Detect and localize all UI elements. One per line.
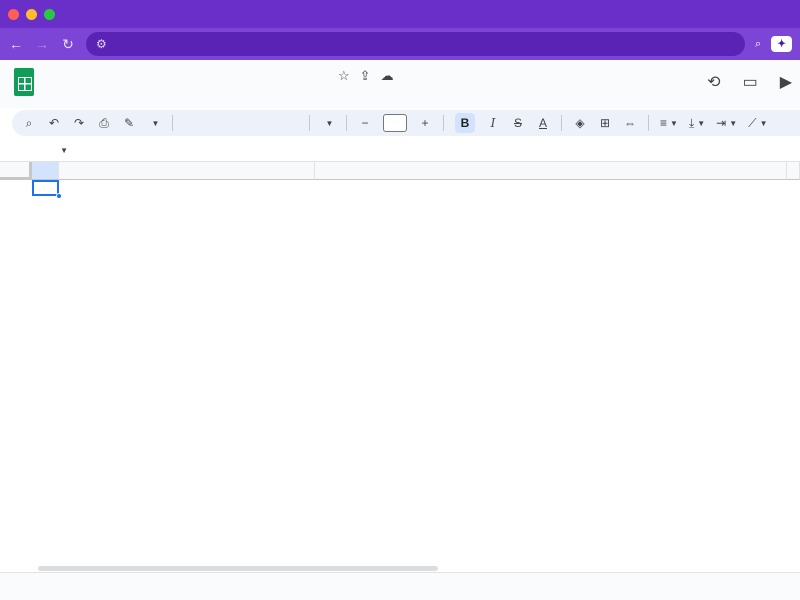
search-menus-icon[interactable]: ⌕ [25, 115, 33, 130]
chevron-down-icon: ▼ [325, 118, 334, 128]
toolbar-divider [346, 115, 347, 131]
undo-icon[interactable]: ↶ [48, 116, 60, 130]
sheets-logo-icon[interactable] [14, 68, 34, 96]
forward-icon[interactable]: → [35, 36, 49, 52]
toolbar-divider [443, 115, 444, 131]
maximize-window-button[interactable] [44, 9, 55, 20]
formula-bar [0, 140, 800, 162]
toolbar-divider [648, 115, 649, 131]
decrease-font-size-icon[interactable]: − [361, 116, 369, 130]
currency-format-button[interactable] [184, 113, 198, 133]
font-select[interactable] [321, 113, 335, 133]
text-rotation-icon[interactable]: ⟋ ▼ [748, 115, 768, 130]
move-folder-icon[interactable]: ⇪ [359, 68, 371, 83]
name-box[interactable] [0, 146, 76, 155]
site-settings-icon[interactable]: ⚙ [96, 37, 107, 51]
active-cell-outline [32, 180, 59, 196]
ask-button[interactable]: ✦ [771, 36, 792, 52]
text-color-button[interactable]: A [538, 116, 547, 130]
more-formats-button[interactable] [284, 113, 298, 133]
meet-icon[interactable]: ▶ [779, 74, 792, 91]
fill-handle[interactable] [56, 193, 62, 199]
column-header-b[interactable] [59, 162, 315, 180]
increase-font-size-icon[interactable]: + [421, 116, 429, 130]
address-bar [0, 28, 800, 60]
zoom-select[interactable] [147, 113, 161, 133]
horizontal-scrollbar[interactable] [38, 566, 438, 571]
borders-icon[interactable]: ⊞ [599, 116, 611, 130]
minimize-window-button[interactable] [26, 9, 37, 20]
back-icon[interactable]: ← [9, 36, 23, 52]
column-header-d[interactable] [787, 162, 800, 180]
star-icon[interactable]: ☆ [338, 68, 350, 83]
horizontal-align-icon[interactable]: ≡ ▼ [660, 116, 678, 130]
vertical-align-icon[interactable]: ⤓ ▼ [688, 115, 706, 130]
version-history-icon[interactable]: ⟲ [707, 74, 721, 91]
toolbar-divider [561, 115, 562, 131]
strikethrough-button[interactable]: S [513, 116, 522, 130]
formatting-toolbar [12, 110, 800, 136]
browser-tab-strip [0, 0, 800, 28]
url-input[interactable] [86, 32, 745, 56]
window-controls [0, 9, 56, 20]
toolbar-divider [309, 115, 310, 131]
paint-format-icon[interactable]: ✎ [123, 116, 135, 130]
decrease-decimal-button[interactable] [234, 113, 248, 133]
fill-color-icon[interactable]: ◈ [575, 116, 585, 130]
select-all-corner[interactable] [0, 162, 32, 180]
text-wrapping-icon[interactable]: ⇥ ▼ [716, 116, 738, 130]
italic-button[interactable]: I [490, 116, 496, 130]
chevron-down-icon: ▼ [60, 146, 68, 155]
print-icon[interactable]: ⎙ [99, 115, 109, 130]
increase-decimal-button[interactable] [259, 113, 273, 133]
sheets-header [0, 60, 800, 108]
cloud-status-icon[interactable]: ☁ [380, 68, 394, 83]
zoom-search-icon[interactable]: ⌕ [755, 37, 762, 50]
bold-button[interactable]: B [455, 113, 475, 133]
font-size-input[interactable] [383, 114, 407, 132]
column-header-a[interactable] [32, 162, 59, 180]
sheet-tabs-bar [0, 572, 800, 600]
toolbar-divider [172, 115, 173, 131]
spreadsheet-grid[interactable] [0, 162, 800, 572]
reload-icon[interactable]: ↻ [62, 35, 74, 52]
merge-cells-icon[interactable]: ⇔ [624, 116, 636, 130]
comments-icon[interactable]: ▭ [742, 74, 758, 91]
percent-format-button[interactable] [209, 113, 223, 133]
column-header-c[interactable] [315, 162, 787, 180]
chevron-down-icon: ▼ [151, 118, 160, 128]
redo-icon[interactable]: ↷ [73, 116, 85, 130]
close-window-button[interactable] [8, 9, 19, 20]
